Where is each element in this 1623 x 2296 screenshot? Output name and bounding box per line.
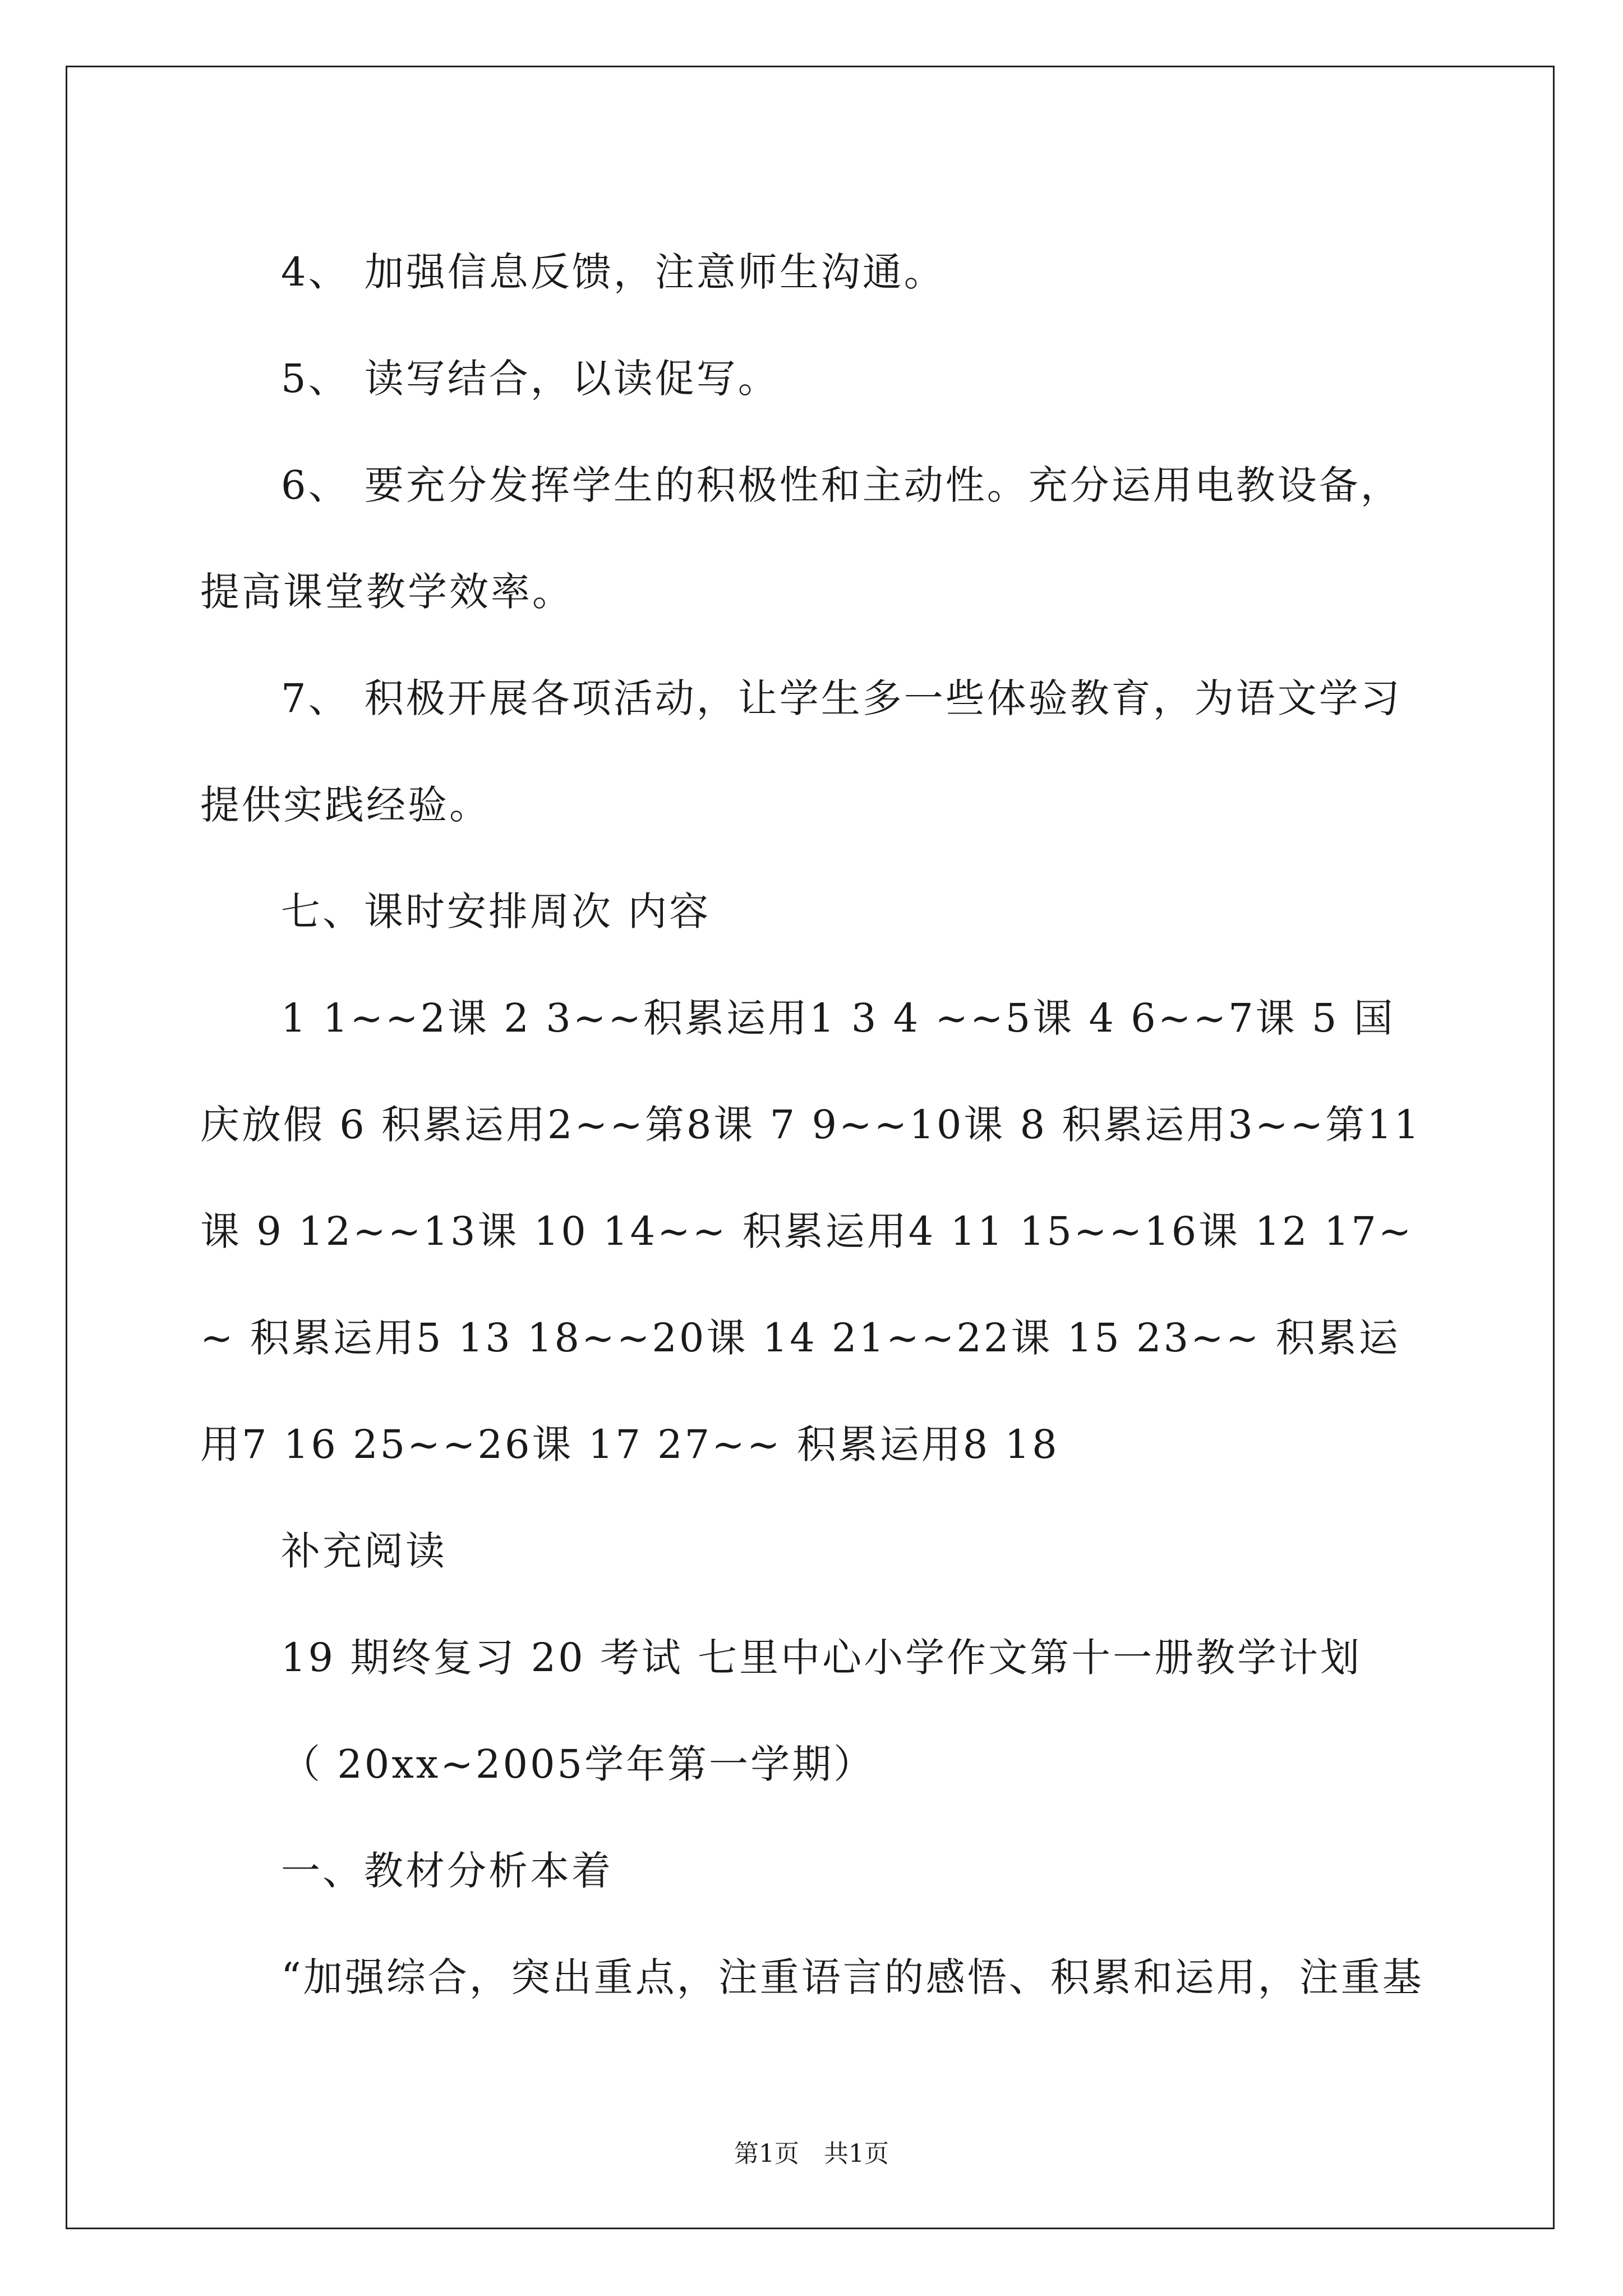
paragraph: 5、 读写结合，以读促写。: [281, 356, 780, 402]
paragraph: 一、教材分析本着: [281, 1848, 613, 1894]
document-body: [200, 219, 1428, 2031]
paragraph: 补充阅读: [281, 1528, 447, 1574]
page-footer: 第1页 共1页: [734, 2139, 889, 2168]
paragraph: 4、 加强信息反馈，注意师生沟通。: [281, 249, 946, 295]
paragraph: 七、课时安排周次 内容: [281, 889, 711, 935]
paragraph: “加强综合，突出重点，注重语言的感悟、积累和运用，注重基: [281, 1954, 1424, 2000]
paragraph: 7、 积极开展各项活动，让学生多一些体验教育，为语文学习提供实践经验。: [200, 675, 1402, 828]
paragraph: 6、 要充分发挥学生的积极性和主动性。充分运用电教设备，提高课堂教学效率。: [200, 462, 1402, 615]
paragraph: 1 1~~2课 2 3~~积累运用1 3 4 ~~5课 4 6~~7课 5 国庆放假 6 积累运用2~~第8课 7 9~~10课 8 积累运用3~~第11课 9 12~~13课 10 14~~ 积累运用4 11 15~~16课 12 17~~ 积累运用5 13 18~~20课 14 21~~22课 15 23~~ 积累运用7 16 25~~26课 17 27~~ 积累运用8 18: [200, 995, 1422, 1467]
paragraph: 19 期终复习 20 考试 七里中心小学作文第十一册教学计划: [281, 1635, 1362, 1681]
paragraph: （ 20xx~2005学年第一学期）: [281, 1741, 875, 1787]
